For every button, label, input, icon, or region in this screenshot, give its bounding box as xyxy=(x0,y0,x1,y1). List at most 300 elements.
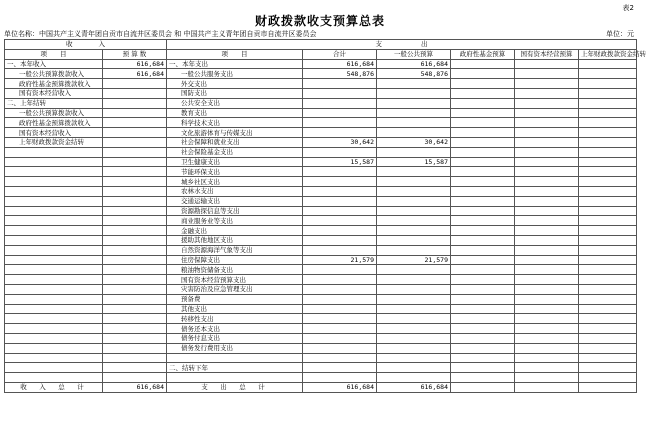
state-capital-cell xyxy=(515,186,579,196)
expense-total-cell xyxy=(303,324,377,334)
income-amount-cell xyxy=(103,363,167,373)
expense-item-cell: 资源勘探信息等支出 xyxy=(167,206,303,216)
state-capital-cell xyxy=(515,353,579,363)
gov-fund-cell xyxy=(451,98,515,108)
expense-total-cell xyxy=(303,245,377,255)
table-row xyxy=(5,226,637,236)
expense-total-cell xyxy=(303,314,377,324)
expense-item-cell: 外交支出 xyxy=(167,79,303,89)
prior-year-cell xyxy=(579,235,637,245)
table-row xyxy=(5,343,637,353)
income-amount-cell xyxy=(103,333,167,343)
gov-fund-cell xyxy=(451,235,515,245)
expense-item-cell xyxy=(167,373,303,383)
totals-row xyxy=(5,382,637,392)
table-row xyxy=(5,284,637,294)
gov-fund-cell xyxy=(451,88,515,98)
income-amount-cell xyxy=(103,98,167,108)
gov-fund-cell xyxy=(451,186,515,196)
general-budget-cell xyxy=(377,186,451,196)
table-row xyxy=(5,294,637,304)
state-capital-cell xyxy=(515,177,579,187)
table-row xyxy=(5,363,637,373)
gov-fund-cell xyxy=(451,118,515,128)
income-amount-cell xyxy=(103,304,167,314)
expense-item-cell: 其他支出 xyxy=(167,304,303,314)
prior-year-cell xyxy=(579,206,637,216)
income-item-cell xyxy=(5,275,103,285)
income-amount-cell xyxy=(103,275,167,285)
gov-fund-cell xyxy=(451,275,515,285)
gov-fund-cell xyxy=(451,343,515,353)
general-budget-cell xyxy=(377,128,451,138)
gov-fund-cell xyxy=(451,157,515,167)
income-item-cell xyxy=(5,304,103,314)
income-item-cell xyxy=(5,353,103,363)
income-item-cell xyxy=(5,373,103,383)
gov-fund-total xyxy=(451,382,515,392)
gov-fund-cell xyxy=(451,333,515,343)
gov-fund-header: 政府性基金预算 xyxy=(451,49,515,59)
prior-year-cell xyxy=(579,255,637,265)
income-amount-cell xyxy=(103,79,167,89)
unit-name: 单位名称：中国共产主义青年团自贡市自流井区委员会 和 中国共产主义青年团自贡市自流井区委员会 xyxy=(4,30,317,38)
state-capital-cell xyxy=(515,69,579,79)
prior-year-cell xyxy=(579,324,637,334)
prior-year-cell xyxy=(579,333,637,343)
expense-total-cell: 21,579 xyxy=(303,255,377,265)
table-row xyxy=(5,128,637,138)
income-item-cell xyxy=(5,324,103,334)
general-budget-cell: 15,587 xyxy=(377,157,451,167)
expense-item-cell: 预备费 xyxy=(167,294,303,304)
income-item-cell: 一般公共预算拨款收入 xyxy=(5,69,103,79)
state-capital-cell xyxy=(515,294,579,304)
income-item-cell xyxy=(5,216,103,226)
expense-total-cell xyxy=(303,235,377,245)
income-item-cell xyxy=(5,333,103,343)
gov-fund-cell xyxy=(451,304,515,314)
income-amount-cell: 616,684 xyxy=(103,59,167,69)
expense-item-cell: 社会保障和就业支出 xyxy=(167,137,303,147)
expense-total-cell xyxy=(303,294,377,304)
income-amount-cell xyxy=(103,255,167,265)
page-title: 财政拨款收支预算总表 xyxy=(254,14,385,28)
expense-item-cell: 援助其他地区支出 xyxy=(167,235,303,245)
gov-fund-cell xyxy=(451,59,515,69)
table-row xyxy=(5,108,637,118)
table-row xyxy=(5,98,637,108)
income-item-cell: 国有资本经营收入 xyxy=(5,88,103,98)
expense-total-cell xyxy=(303,333,377,343)
expense-item-cell: 一般公共服务支出 xyxy=(167,69,303,79)
gov-fund-cell xyxy=(451,226,515,236)
general-budget-cell xyxy=(377,363,451,373)
prior-year-cell xyxy=(579,108,637,118)
table-row xyxy=(5,265,637,275)
state-capital-cell xyxy=(515,147,579,157)
state-capital-cell xyxy=(515,343,579,353)
income-amount-cell: 616,684 xyxy=(103,69,167,79)
expense-item-cell: 债务付息支出 xyxy=(167,333,303,343)
income-amount-cell xyxy=(103,108,167,118)
income-amount-cell xyxy=(103,235,167,245)
income-item-cell xyxy=(5,265,103,275)
income-amount-cell xyxy=(103,206,167,216)
income-amount-cell xyxy=(103,226,167,236)
gov-fund-cell xyxy=(451,167,515,177)
general-budget-cell xyxy=(377,314,451,324)
table-row xyxy=(5,157,637,167)
expense-item-cell: 交通运输支出 xyxy=(167,196,303,206)
income-amount-cell xyxy=(103,147,167,157)
income-amount-cell xyxy=(103,373,167,383)
expense-total-cell xyxy=(303,196,377,206)
prior-year-cell xyxy=(579,284,637,294)
prior-year-cell xyxy=(579,88,637,98)
income-item-cell xyxy=(5,206,103,216)
table-row xyxy=(5,216,637,226)
table-row xyxy=(5,206,637,216)
table-row xyxy=(5,314,637,324)
expense-total-cell: 15,587 xyxy=(303,157,377,167)
state-capital-cell xyxy=(515,157,579,167)
state-capital-cell xyxy=(515,167,579,177)
income-item-header: 项 目 xyxy=(5,49,103,59)
table-row xyxy=(5,59,637,69)
expense-total-cell xyxy=(303,108,377,118)
expense-item-cell: 商业服务业等支出 xyxy=(167,216,303,226)
expense-total-cell xyxy=(303,226,377,236)
income-amount-cell xyxy=(103,314,167,324)
income-item-cell xyxy=(5,196,103,206)
state-capital-cell xyxy=(515,245,579,255)
income-amount-cell xyxy=(103,118,167,128)
prior-year-header: 上年财政拨款资金结转 xyxy=(579,49,637,59)
income-item-cell: 上年财政拨款资金结转 xyxy=(5,137,103,147)
expense-item-cell: 教育支出 xyxy=(167,108,303,118)
expense-total-cell: 548,876 xyxy=(303,69,377,79)
table-row xyxy=(5,177,637,187)
prior-year-cell xyxy=(579,294,637,304)
income-amount-cell xyxy=(103,186,167,196)
prior-year-cell xyxy=(579,343,637,353)
gov-fund-cell xyxy=(451,69,515,79)
expense-total-cell xyxy=(303,167,377,177)
table-row xyxy=(5,167,637,177)
general-budget-cell xyxy=(377,108,451,118)
state-capital-cell xyxy=(515,255,579,265)
general-budget-cell xyxy=(377,147,451,157)
state-capital-cell xyxy=(515,226,579,236)
general-budget-cell xyxy=(377,118,451,128)
table-row xyxy=(5,275,637,285)
general-budget-cell xyxy=(377,275,451,285)
prior-year-cell xyxy=(579,265,637,275)
gov-fund-cell xyxy=(451,137,515,147)
prior-year-cell xyxy=(579,137,637,147)
income-item-cell xyxy=(5,294,103,304)
expense-item-cell: 国防支出 xyxy=(167,88,303,98)
table-row xyxy=(5,69,637,79)
general-budget-cell: 616,684 xyxy=(377,59,451,69)
gov-fund-cell xyxy=(451,265,515,275)
prior-year-cell xyxy=(579,98,637,108)
prior-year-cell xyxy=(579,79,637,89)
general-budget-cell xyxy=(377,167,451,177)
expense-item-cell: 一、本年支出 xyxy=(167,59,303,69)
prior-year-cell xyxy=(579,245,637,255)
expense-total-cell xyxy=(303,216,377,226)
income-amount-cell xyxy=(103,128,167,138)
expense-item-cell: 节能环保支出 xyxy=(167,167,303,177)
expense-total-cell xyxy=(303,79,377,89)
gov-fund-cell xyxy=(451,216,515,226)
state-capital-cell xyxy=(515,196,579,206)
budget-table xyxy=(4,39,646,393)
expense-item-cell: 城乡社区支出 xyxy=(167,177,303,187)
income-amount-cell xyxy=(103,343,167,353)
state-capital-cell xyxy=(515,128,579,138)
expense-item-cell: 卫生健康支出 xyxy=(167,157,303,167)
prior-year-cell xyxy=(579,216,637,226)
income-amount-cell xyxy=(103,177,167,187)
expense-item-cell: 文化旅游体育与传媒支出 xyxy=(167,128,303,138)
income-item-cell xyxy=(5,245,103,255)
expense-total-cell xyxy=(303,177,377,187)
prior-year-cell xyxy=(579,353,637,363)
expense-total-cell: 30,642 xyxy=(303,137,377,147)
table-row xyxy=(5,137,637,147)
income-item-cell: 政府性基金预算拨款收入 xyxy=(5,79,103,89)
table-row xyxy=(5,147,637,157)
prior-year-cell xyxy=(579,157,637,167)
income-header: 收 入 xyxy=(5,40,167,50)
state-capital-cell xyxy=(515,235,579,245)
state-capital-cell xyxy=(515,324,579,334)
table-row xyxy=(5,245,637,255)
prior-year-cell xyxy=(579,59,637,69)
prior-year-cell xyxy=(579,177,637,187)
income-amount-cell xyxy=(103,88,167,98)
header-row-group xyxy=(5,40,637,50)
income-item-cell xyxy=(5,157,103,167)
prior-year-cell xyxy=(579,275,637,285)
general-budget-cell xyxy=(377,284,451,294)
prior-year-cell xyxy=(579,118,637,128)
income-item-cell: 国有资本经营收入 xyxy=(5,128,103,138)
prior-year-cell xyxy=(579,147,637,157)
expense-total-cell xyxy=(303,304,377,314)
state-capital-cell xyxy=(515,59,579,69)
income-amount-cell xyxy=(103,196,167,206)
table-row xyxy=(5,255,637,265)
table-row xyxy=(5,373,637,383)
expense-total-cell xyxy=(303,88,377,98)
unit-label: 单位：元 xyxy=(606,30,634,38)
gov-fund-cell xyxy=(451,363,515,373)
expense-item-cell: 灾害防治及应急管理支出 xyxy=(167,284,303,294)
state-capital-cell xyxy=(515,333,579,343)
expense-header: 支 出 xyxy=(167,40,637,50)
expense-item-cell: 金融支出 xyxy=(167,226,303,236)
prior-year-cell xyxy=(579,167,637,177)
prior-year-cell xyxy=(579,363,637,373)
table-row xyxy=(5,235,637,245)
expense-total-cell: 616,684 xyxy=(303,59,377,69)
expense-item-cell: 转移性支出 xyxy=(167,314,303,324)
income-amount-cell xyxy=(103,294,167,304)
income-amount-cell xyxy=(103,353,167,363)
expense-total-label: 支 出 总 计 xyxy=(167,382,303,392)
income-item-cell xyxy=(5,343,103,353)
gov-fund-cell xyxy=(451,128,515,138)
income-item-cell xyxy=(5,363,103,373)
expense-item-cell: 债务还本支出 xyxy=(167,324,303,334)
general-budget-cell xyxy=(377,324,451,334)
state-capital-cell xyxy=(515,373,579,383)
expense-total-cell xyxy=(303,147,377,157)
general-budget-cell xyxy=(377,333,451,343)
state-capital-cell xyxy=(515,314,579,324)
general-budget-cell: 548,876 xyxy=(377,69,451,79)
expense-total-cell xyxy=(303,353,377,363)
prior-year-total xyxy=(579,382,637,392)
prior-year-cell xyxy=(579,373,637,383)
income-item-cell: 一、本年收入 xyxy=(5,59,103,69)
general-budget-cell xyxy=(377,79,451,89)
income-total-label: 收 入 总 计 xyxy=(5,382,103,392)
state-capital-cell xyxy=(515,216,579,226)
expense-total-cell xyxy=(303,284,377,294)
general-budget-cell xyxy=(377,373,451,383)
income-total-amount: 616,684 xyxy=(103,382,167,392)
income-amount-cell xyxy=(103,216,167,226)
income-item-cell: 二、上年结转 xyxy=(5,98,103,108)
general-budget-cell xyxy=(377,294,451,304)
income-item-cell xyxy=(5,284,103,294)
state-capital-total xyxy=(515,382,579,392)
income-item-cell xyxy=(5,186,103,196)
table-row xyxy=(5,196,637,206)
income-item-cell xyxy=(5,177,103,187)
income-item-cell: 一般公共预算拨款收入 xyxy=(5,108,103,118)
gov-fund-cell xyxy=(451,294,515,304)
general-budget-header: 一般公共预算 xyxy=(377,49,451,59)
expense-total-amount: 616,684 xyxy=(303,382,377,392)
prior-year-cell xyxy=(579,196,637,206)
income-amount-cell xyxy=(103,137,167,147)
state-capital-cell xyxy=(515,363,579,373)
income-item-cell xyxy=(5,147,103,157)
gov-fund-cell xyxy=(451,255,515,265)
state-capital-cell xyxy=(515,88,579,98)
expense-item-header: 项 目 xyxy=(167,49,303,59)
general-budget-cell xyxy=(377,235,451,245)
page-number: 表2 xyxy=(622,4,634,12)
general-budget-cell xyxy=(377,88,451,98)
income-amount-cell xyxy=(103,157,167,167)
expense-item-cell: 债务发行费用支出 xyxy=(167,343,303,353)
header-row-columns xyxy=(5,49,637,59)
expense-item-cell: 自然资源海洋气象等支出 xyxy=(167,245,303,255)
gov-fund-cell xyxy=(451,245,515,255)
income-amount-cell xyxy=(103,245,167,255)
income-amount-cell xyxy=(103,284,167,294)
general-budget-cell xyxy=(377,245,451,255)
table-row xyxy=(5,186,637,196)
general-budget-cell: 30,642 xyxy=(377,137,451,147)
expense-total-cell xyxy=(303,128,377,138)
gov-fund-cell xyxy=(451,177,515,187)
general-budget-cell xyxy=(377,206,451,216)
state-capital-cell xyxy=(515,304,579,314)
gov-fund-cell xyxy=(451,108,515,118)
expense-total-cell xyxy=(303,275,377,285)
state-capital-cell xyxy=(515,137,579,147)
gov-fund-cell xyxy=(451,324,515,334)
general-budget-total: 616,684 xyxy=(377,382,451,392)
table-row xyxy=(5,353,637,363)
expense-total-cell xyxy=(303,343,377,353)
gov-fund-cell xyxy=(451,206,515,216)
state-capital-cell xyxy=(515,206,579,216)
table-row xyxy=(5,79,637,89)
gov-fund-cell xyxy=(451,353,515,363)
expense-total-cell xyxy=(303,118,377,128)
state-capital-cell xyxy=(515,108,579,118)
expense-total-header: 合计 xyxy=(303,49,377,59)
unit-info-row xyxy=(4,29,634,39)
general-budget-cell xyxy=(377,98,451,108)
prior-year-cell xyxy=(579,314,637,324)
gov-fund-cell xyxy=(451,314,515,324)
gov-fund-cell xyxy=(451,79,515,89)
table-row xyxy=(5,118,637,128)
expense-total-cell xyxy=(303,206,377,216)
general-budget-cell xyxy=(377,265,451,275)
general-budget-cell: 21,579 xyxy=(377,255,451,265)
general-budget-cell xyxy=(377,343,451,353)
expense-item-cell: 粮油物资储备支出 xyxy=(167,265,303,275)
general-budget-cell xyxy=(377,226,451,236)
expense-total-cell xyxy=(303,373,377,383)
income-item-cell xyxy=(5,226,103,236)
income-amount-cell xyxy=(103,167,167,177)
table-row xyxy=(5,304,637,314)
expense-item-cell: 公共安全支出 xyxy=(167,98,303,108)
state-capital-cell xyxy=(515,284,579,294)
expense-total-cell xyxy=(303,186,377,196)
prior-year-cell xyxy=(579,69,637,79)
state-capital-cell xyxy=(515,98,579,108)
state-capital-header: 国有资本经营预算 xyxy=(515,49,579,59)
expense-item-cell xyxy=(167,353,303,363)
table-row xyxy=(5,88,637,98)
expense-total-cell xyxy=(303,98,377,108)
expense-total-cell xyxy=(303,363,377,373)
income-amount-cell xyxy=(103,324,167,334)
state-capital-cell xyxy=(515,118,579,128)
expense-item-cell: 科学技术支出 xyxy=(167,118,303,128)
table-row xyxy=(5,324,637,334)
expense-item-cell: 农林水支出 xyxy=(167,186,303,196)
expense-item-cell: 二、结转下年 xyxy=(167,363,303,373)
table-row xyxy=(5,333,637,343)
prior-year-cell xyxy=(579,226,637,236)
general-budget-cell xyxy=(377,216,451,226)
state-capital-cell xyxy=(515,79,579,89)
